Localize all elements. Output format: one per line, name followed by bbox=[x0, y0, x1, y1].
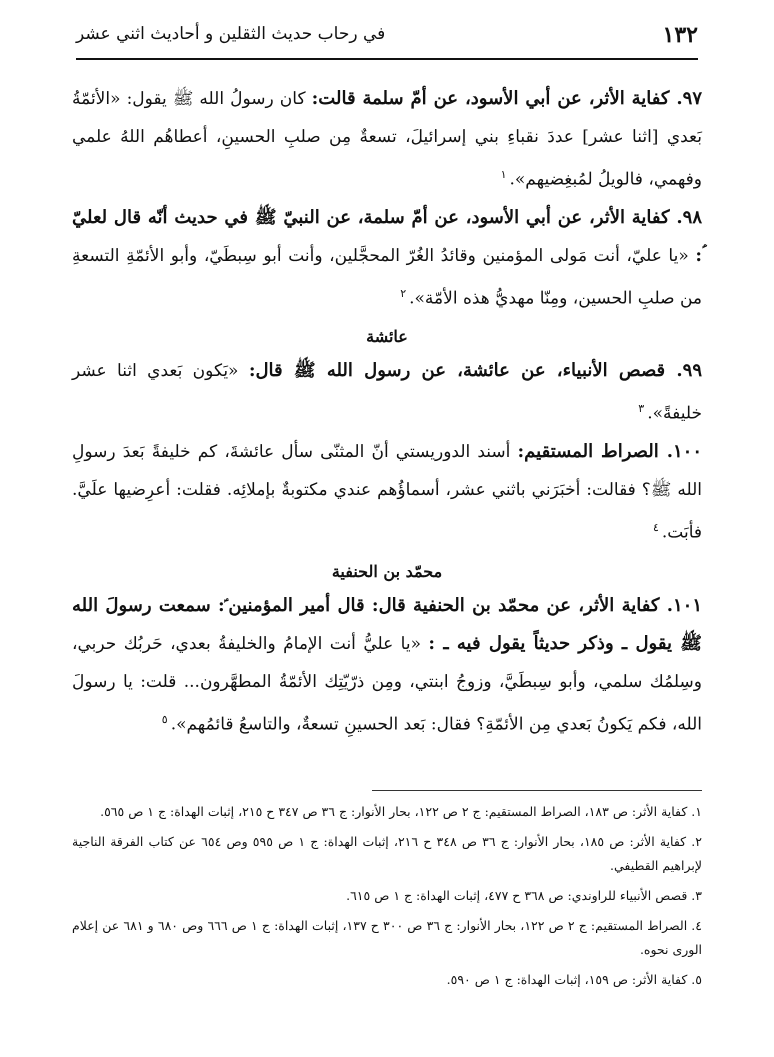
hadith-98-lead: ٩٨. كفاية الأثر، عن أبي الأسود، عن أمّ سلمة، عن النبيّ ﷺ في حديث أنّه قال لعليّ ؑ: bbox=[72, 206, 702, 266]
footnote-4: ٤. الصراط المستقيم: ج ٢ ص ١٢٢، بحار الأنوار: ج ٣٦ ص ٣٠٠ ح ١٣٧، إثبات الهداة: ج ١ ص ٦٦٦ وص ٦٨٠ و ٦٨١ عن إعلام الورى نحوه. bbox=[72, 918, 702, 957]
hadith-99 bbox=[72, 352, 702, 433]
hadith-100-lead: ١٠٠. الصراط المستقيم: bbox=[517, 440, 703, 462]
footnote-ref-4[interactable]: ٤ bbox=[652, 520, 659, 534]
hadith-100 bbox=[72, 433, 702, 552]
hadith-99-lead: ٩٩. قصص الأنبياء، عن عائشة، عن رسول الله ﷺ قال: bbox=[248, 360, 702, 382]
hadith-99-text: «يَكون بَعدي اثنا عشر خليفةً». bbox=[72, 361, 702, 424]
hadith-101-text: «يا عليُّ أنت الإمامُ والخليفةُ بعدي، حَربُك حربي، وسِلمُك سلمي، وأبو سِبطَيَّ، وزوجُ ابنتي، ومِن ذرّيّتِك الأئمّةُ المطهَّرون... قلت: يا رسولَ الله، فكم يَكونُ بَعدي مِن الأئمّةِ؟ فقال: بَعد الحسينِ تسعةٌ، والتاسعُ قائمُهم». bbox=[72, 633, 702, 735]
running-header bbox=[76, 18, 698, 60]
footnote-ref-3[interactable]: ٣ bbox=[638, 402, 645, 416]
hadith-97 bbox=[72, 80, 702, 199]
hadith-98 bbox=[72, 199, 702, 318]
footnote-5: ٥. كفاية الأثر: ص ١٥٩، إثبات الهداة: ج ١ ص ٥٩٠. bbox=[446, 972, 702, 987]
hadith-100-text: أسند الدوريستي أنّ المثنّى سأل عائشةَ، كم خليفةً بَعدَ رسولِ الله ﷺ؟ فقالت: أخبَرَني باثني عشر، أسماؤُهم عندي مكتوبةٌ بإملائِه. فقلت: أعرِضيها علَيَّ. فأبَت. bbox=[72, 441, 702, 543]
footnote-ref-5[interactable]: ٥ bbox=[161, 712, 168, 726]
footnote-1: ١. كفاية الأثر: ص ١٨٣، الصراط المستقيم: ج ٢ ص ١٢٢، بحار الأنوار: ج ٣٦ ص ٣٤٧ ح ٢١٥، إثبات الهداة: ج ١ ص ٥٦٥. bbox=[100, 804, 702, 819]
hadith-97-lead: ٩٧. كفاية الأثر، عن أبي الأسود، عن أمّ سلمة قالت: bbox=[311, 88, 703, 109]
footnote-ref-2[interactable]: ٢ bbox=[400, 286, 407, 300]
footnote-ref-1[interactable]: ١ bbox=[500, 168, 507, 181]
section-heading-aisha: عائشة bbox=[366, 327, 408, 347]
footnote-separator bbox=[372, 790, 702, 791]
section-heading-hanafiyya: محمّد بن الحنفية bbox=[331, 561, 443, 581]
page-number: ١٣٢ bbox=[662, 22, 698, 48]
footnote-3: ٣. قصص الأنبياء للراوندي: ص ٣٦٨ ح ٤٧٧، إثبات الهداة: ج ١ ص ٦١٥. bbox=[346, 888, 702, 903]
footnotes bbox=[72, 800, 702, 998]
hadith-98-text: «يا عليّ، أنت مَولى المؤمنين وقائدُ الغُرّ المحجَّلين، وأنت أبو سِبطَيّ، وأبو الأئمّةِ التسعةِ من صلبِ الحسين، ومِنّا مهديُّ هذه الأمّة». bbox=[72, 245, 702, 309]
main-text bbox=[72, 80, 702, 743]
hadith-97-text: كان رسولُ الله ﷺ يقول: «الأئمّةُ بَعدي [اثنا عشر] عددَ نقباءِ بني إسرائيلَ، تسعةٌ مِن صلبِ الحسينِ، أعطاهُم اللهُ علمي وفهمي، فالويلُ لمُبغِضيهم». bbox=[72, 89, 702, 190]
header-rule bbox=[76, 58, 698, 60]
running-title: في رحاب حديث الثقلين و أحاديث اثني عشر bbox=[76, 24, 386, 44]
hadith-101 bbox=[72, 587, 702, 744]
footnote-2: ٢. كفاية الأثر: ص ١٨٥، بحار الأنوار: ج ٣٦ ص ٣٤٨ ح ٢١٦، إثبات الهداة: ج ١ ص ٥٩٥ وص ٦٥٤ عن كتاب الفرقة الناجية لإبراهيم القطيفي. bbox=[72, 834, 702, 873]
hadith-101-lead: ١٠١. كفاية الأثر، عن محمّد بن الحنفية قال: قال أمير المؤمنين ؑ: سمعت رسولَ الله ﷺ يقول ـ وذكر حديثاً يقول فيه ـ : bbox=[72, 594, 702, 654]
